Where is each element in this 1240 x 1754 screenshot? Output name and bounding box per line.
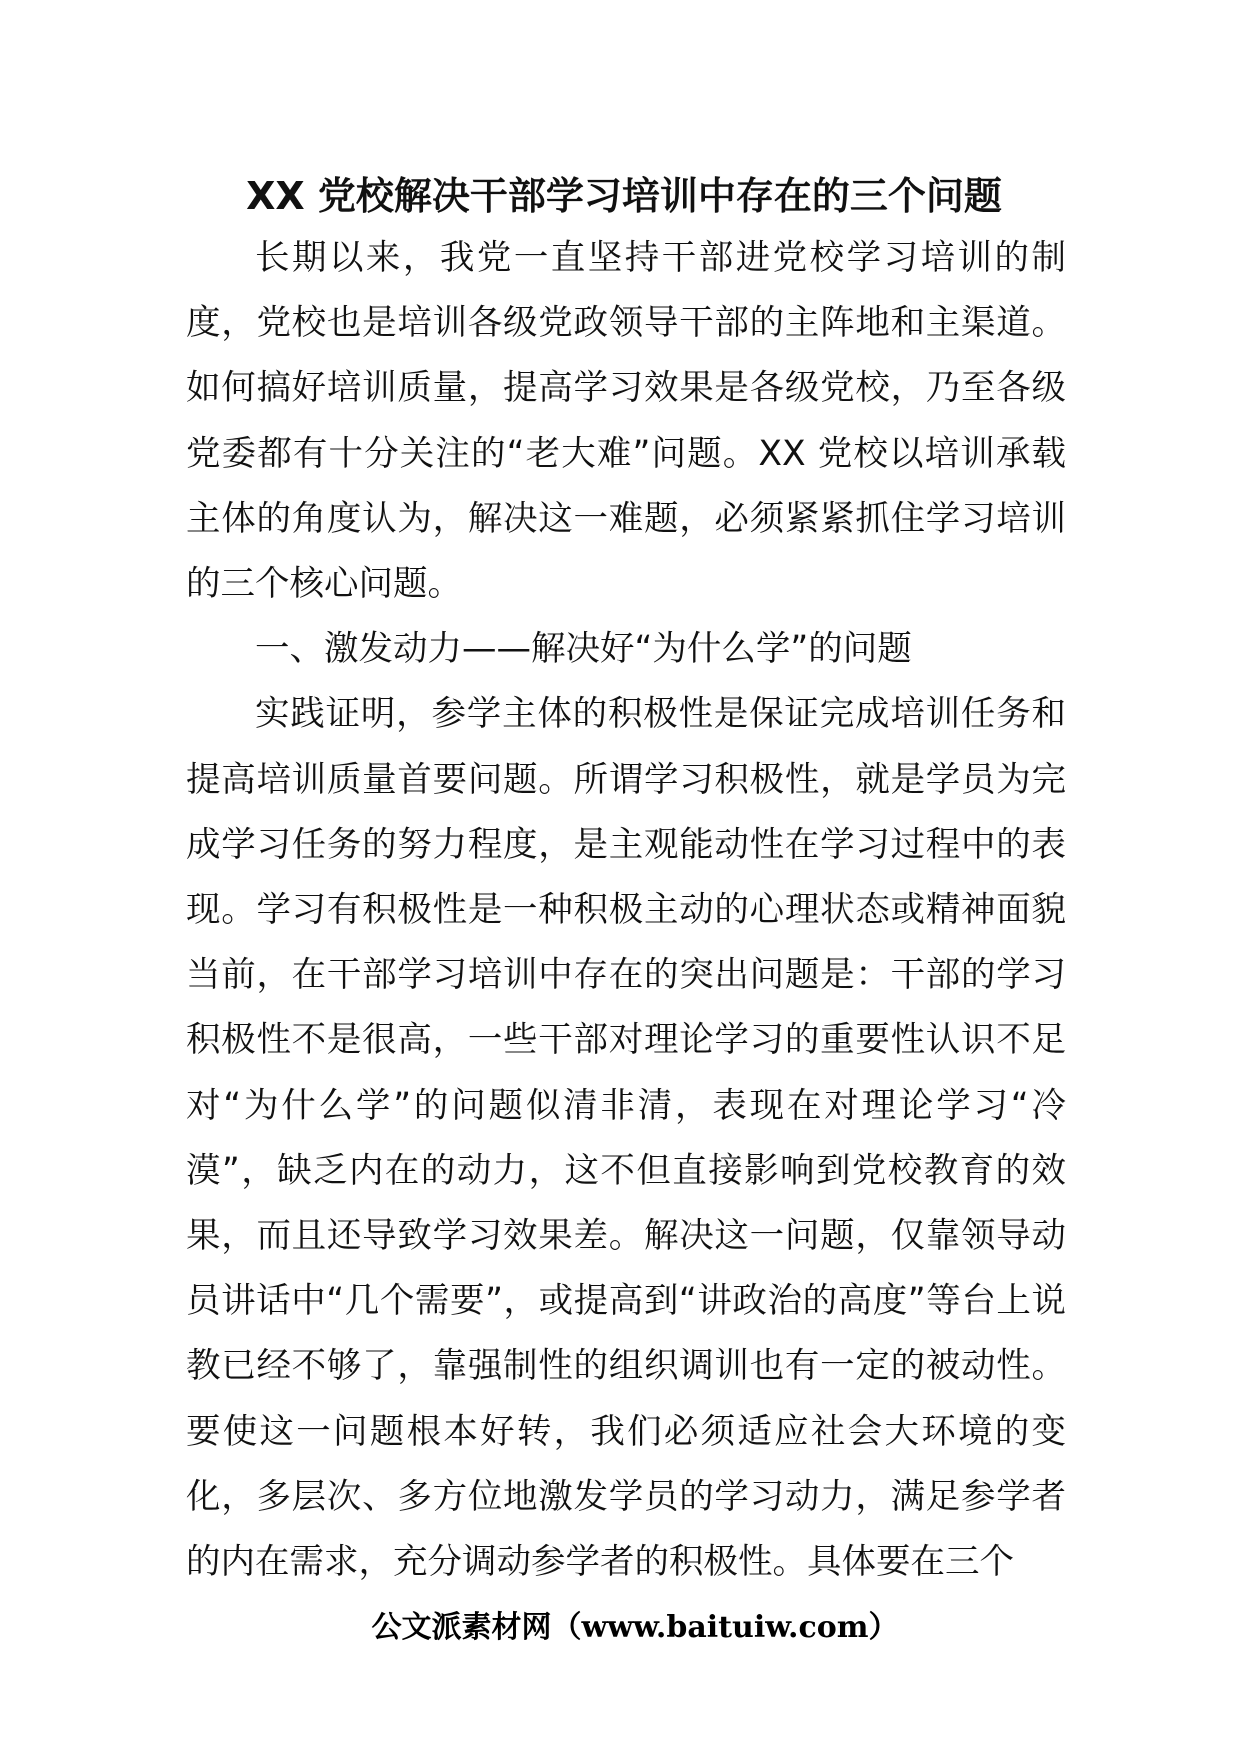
document-body (186, 226, 1066, 1595)
paragraph-section-1: 实践证明，参学主体的积极性是保证完成培训任务和提高培训质量首要问题。所谓学习积极性，就是学员为完成学习任务的努力程度，是主观能动性在学习过程中的表现。学习有积极性是一种积极主动的心理状态或精神面貌当前，在干部学习培训中存在的突出问题是：干部的学习积极性不是很高，一些干部对理论学习的重要性认识不足对“为什么学”的问题似清非清，表现在对理论学习“冷漠”，缺乏内在的动力，这不但直接影响到党校教育的效果，而且还导致学习效果差。解决这一问题，仅靠领导动员讲话中“几个需要”，或提高到“讲政治的高度”等台上说教已经不够了，靠强制性的组织调训也有一定的被动性。要使这一问题根本好转，我们必须适应社会大环境的变化，多层次、多方位地激发学员的学习动力，满足参学者的内在需求，充分调动参学者的积极性。具体要在三个 (186, 694, 1066, 1583)
footer-watermark: 公文派素材网（www.baituiw.com） (371, 1610, 899, 1645)
section-heading-1: 一、激发动力——解决好“为什么学”的问题 (255, 629, 912, 670)
document-title: XX 党校解决干部学习培训中存在的三个问题 (246, 174, 1002, 218)
paragraph-intro: 长期以来，我党一直坚持干部进党校学习培训的制度，党校也是培训各级党政领导干部的主阵地和主渠道。如何搞好培训质量，提高学习效果是各级党校，乃至各级党委都有十分关注的“老大难”问题。XX 党校以培训承载主体的角度认为，解决这一难题，必须紧紧抓住学习培训的三个核心问题。 (186, 238, 1066, 605)
